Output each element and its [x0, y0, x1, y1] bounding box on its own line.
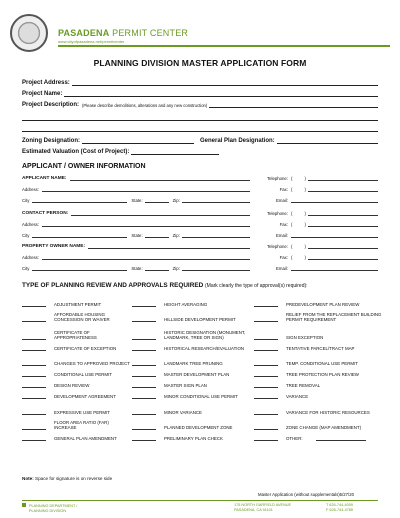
review-option [132, 366, 254, 377]
project-description-field-3[interactable] [22, 126, 378, 132]
review-row [22, 340, 378, 351]
review-option [132, 415, 254, 430]
block-zip-field[interactable] [182, 234, 250, 238]
review-option-label: GENERAL PLAN AMENDMENT [54, 436, 117, 441]
project-address-label: Project Address: [22, 80, 70, 86]
review-option-label: VARIANCE FOR HISTORIC RESOURCES [286, 410, 370, 415]
review-option-label: LANDMARK TREE PRUNING [164, 361, 223, 366]
review-option-label: PRELIMINARY PLAN CHECK [164, 436, 223, 441]
block-state-field[interactable] [145, 234, 169, 238]
review-option [22, 307, 132, 322]
review-option-label: MASTER SIGN PLAN [164, 383, 207, 388]
review-row [22, 399, 378, 415]
note-text: Space for signature is on reverse side [35, 476, 113, 481]
review-option [254, 340, 394, 351]
review-option-label: TENTATIVE PARCEL/TRACT MAP [286, 346, 355, 351]
block-fax-label: Fax: [279, 255, 288, 260]
footer-address: 175 NORTH GARFIELD AVENUE PASADENA, CA 91101 [234, 503, 292, 512]
general-plan-label: General Plan Designation: [200, 138, 275, 144]
valuation-label: Estimated Valuation (Cost of Project): [22, 149, 130, 155]
block-name-row [22, 244, 250, 249]
review-row [22, 322, 378, 340]
block-name-field[interactable] [71, 212, 250, 216]
block-zip-label: Zip: [172, 198, 180, 203]
block-city-field[interactable] [32, 199, 127, 203]
block-address-field[interactable] [42, 256, 250, 260]
block-email-label: Email: [276, 233, 288, 238]
review-option [254, 430, 366, 441]
review-option [132, 377, 254, 388]
block-state-label: State: [131, 266, 143, 271]
block-state-label: State: [131, 198, 143, 203]
review-row [22, 296, 378, 307]
block-zip-label: Zip: [172, 233, 180, 238]
block-email-row [260, 233, 378, 238]
review-option [22, 415, 132, 430]
block-name-label: CONTACT PERSON: [22, 211, 69, 216]
block-email-label: Email: [276, 266, 288, 271]
review-option [254, 351, 394, 366]
block-name-field[interactable] [88, 245, 250, 249]
block-fax-row: Fax: ( ) [260, 255, 378, 260]
review-option [22, 340, 132, 351]
zoning-field[interactable] [82, 138, 194, 144]
block-fax-field[interactable] [308, 223, 378, 227]
block-email-label: Email: [276, 198, 288, 203]
block-telephone-row: Telephone: ( ) [260, 244, 378, 249]
block-telephone-field[interactable] [308, 245, 378, 249]
block-email-field[interactable] [291, 199, 378, 203]
review-option [132, 351, 254, 366]
block-city-label: City [22, 233, 30, 238]
block-fax-label: Fax: [279, 187, 288, 192]
review-option-label: DEVELOPMENT AGREEMENT [54, 394, 116, 399]
review-option [22, 388, 132, 399]
review-option [254, 296, 394, 307]
block-state-label: State: [131, 233, 143, 238]
block-telephone-field[interactable] [308, 177, 378, 181]
review-option-label: CERTIFICATE OF APPROPRIATENESS [54, 330, 97, 340]
block-city-field[interactable] [32, 234, 127, 238]
footer-bullet-icon [22, 503, 26, 507]
block-fax-label: Fax: [279, 222, 288, 227]
review-option [254, 307, 394, 322]
review-row [22, 377, 378, 388]
review-option [254, 366, 394, 377]
review-option-label: PREDEVELOPMENT PLAN REVIEW [286, 302, 360, 307]
review-option-label: CHANGES TO APPROVED PROJECT [54, 361, 130, 366]
block-name-label: APPLICANT NAME: [22, 176, 67, 181]
review-option [22, 322, 132, 340]
review-option [132, 388, 254, 399]
block-zip-label: Zip: [172, 266, 180, 271]
review-option [22, 351, 132, 366]
review-row [22, 415, 378, 430]
block-fax-row: Fax: ( ) [260, 222, 378, 227]
block-zip-field[interactable] [182, 199, 250, 203]
project-name-row [22, 91, 378, 97]
project-name-field[interactable] [64, 91, 378, 97]
review-option [22, 430, 132, 441]
block-name-row [22, 211, 250, 216]
review-option-label: RELIEF FROM THE REPLACEMENT BUILDING PERMIT REQUIREMENT [286, 312, 382, 322]
review-option [254, 377, 394, 388]
valuation-field[interactable] [131, 149, 219, 155]
review-option-label: MINOR CONDITIONAL USE PERMIT [164, 394, 238, 399]
review-row [22, 366, 378, 377]
block-city-row [22, 198, 250, 203]
review-option-label: HISTORIC DESIGNATION (MONUMENT, LANDMARK, TREE OR SIGN) [164, 330, 246, 340]
block-name-row [22, 176, 250, 181]
review-option-label: FLOOR AREA RATIO (FAR) INCREASE [54, 420, 109, 430]
other-field[interactable] [316, 437, 366, 441]
project-address-row [22, 80, 378, 86]
block-address-field[interactable] [42, 188, 250, 192]
review-option-label: TEMP. CONDITIONAL USE PERMIT [286, 361, 358, 366]
block-name-field[interactable] [70, 177, 250, 181]
review-option-label: HEIGHT AVERAGING [164, 302, 208, 307]
review-option [132, 430, 254, 441]
review-option [22, 366, 132, 377]
review-checkbox-line[interactable] [22, 437, 46, 441]
review-row [22, 351, 378, 366]
block-zip-field[interactable] [182, 267, 250, 271]
footer-phone: T 626-744-4009 F 626-744-4785 [326, 503, 354, 512]
org-name: PASADENA PERMIT CENTER [58, 28, 189, 38]
block-telephone-field[interactable] [308, 212, 378, 216]
general-plan-field[interactable] [277, 138, 378, 144]
block-email-field[interactable] [291, 234, 378, 238]
block-address-label: Address: [22, 187, 39, 192]
review-checkbox-line[interactable] [132, 437, 156, 441]
block-email-field[interactable] [291, 267, 378, 271]
review-checkbox-line[interactable] [254, 437, 278, 441]
block-city-label: City [22, 266, 30, 271]
review-row [22, 307, 382, 322]
review-option [132, 399, 254, 415]
project-address-field[interactable] [72, 80, 378, 86]
block-city-row [22, 266, 250, 271]
project-description-row [22, 102, 378, 108]
review-option [132, 296, 254, 307]
block-telephone-row: Telephone: ( ) [260, 211, 378, 216]
form-version: Master Application (without supplementals)5/27/20 [258, 492, 355, 497]
review-option [132, 307, 254, 322]
block-fax-field[interactable] [308, 256, 378, 260]
review-option-label: HISTORICAL RESEARCH/EVALUATION [164, 346, 245, 351]
block-city-row [22, 233, 250, 238]
block-address-row [22, 187, 250, 192]
review-option-label: PLANNED DEVELOPMENT ZONE [164, 425, 233, 430]
review-option-label: ZONE CHANGE (MAP AMENDMENT) [286, 425, 362, 430]
owner-section-heading: APPLICANT / OWNER INFORMATION [22, 163, 146, 170]
review-option-label: OTHER: [286, 436, 303, 441]
description-line-2 [22, 115, 378, 121]
review-option-label: MINOR VARIANCE [164, 410, 202, 415]
review-option-label: AFFORDABLE HOUSING CONCESSION OR WAIVER [54, 312, 110, 322]
review-option-label: DESIGN REVIEW [54, 383, 90, 388]
review-option [22, 296, 132, 307]
review-option-label: ADJUSTMENT PERMIT [54, 302, 102, 307]
review-option-label: CONDITIONAL USE PERMIT [54, 372, 112, 377]
block-fax-field[interactable] [308, 188, 378, 192]
block-address-label: Address: [22, 255, 39, 260]
review-option-label: CERTIFICATE OF EXCEPTION [54, 346, 117, 351]
review-option-label: MASTER DEVELOPMENT PLAN [164, 372, 230, 377]
block-address-row [22, 255, 250, 260]
block-telephone-label: Telephone: [266, 176, 288, 181]
block-state-field[interactable] [145, 267, 169, 271]
review-option [132, 340, 254, 351]
block-email-row [260, 266, 378, 271]
review-option-label: TREE PROTECTION PLAN REVIEW [286, 372, 359, 377]
review-option [254, 322, 394, 340]
form-title: PLANNING DIVISION MASTER APPLICATION FORM [93, 58, 307, 68]
footer-rule [22, 500, 378, 501]
project-description-label: Project Description: [22, 102, 80, 108]
review-option [254, 399, 394, 415]
review-option-label: EXPRESSIVE USE PERMIT [54, 410, 110, 415]
block-name-label: PROPERTY OWNER NAME: [22, 244, 86, 249]
note-label: Note: [22, 476, 34, 481]
zoning-label: Zoning Designation: [22, 138, 80, 144]
block-telephone-row: Telephone: ( ) [260, 176, 378, 181]
signature-note [22, 476, 112, 481]
header-rule [58, 45, 390, 47]
block-fax-row: Fax: ( ) [260, 187, 378, 192]
review-option-label: VARIANCE [286, 394, 309, 399]
review-heading: TYPE OF PLANNING REVIEW AND APPROVALS REQUIRED (Mark clearly the type of approval(s) required): [22, 282, 308, 289]
review-option [254, 388, 394, 399]
review-option [22, 399, 132, 415]
review-option-label: HILLSIDE DEVELOPMENT PERMIT [164, 317, 236, 322]
block-state-field[interactable] [145, 199, 169, 203]
zoning-row [22, 138, 378, 144]
project-description-field[interactable] [209, 102, 378, 108]
block-address-row [22, 222, 250, 227]
review-option [132, 322, 254, 340]
review-option-label: SIGN EXCEPTION [286, 335, 324, 340]
block-address-field[interactable] [42, 223, 250, 227]
block-telephone-label: Telephone: [266, 211, 288, 216]
project-description-field-2[interactable] [22, 115, 378, 121]
review-option-label: TREE REMOVAL [286, 383, 321, 388]
block-telephone-label: Telephone: [266, 244, 288, 249]
footer-department: PLANNING DEPARTMENT / PLANNING DIVISION [22, 503, 77, 514]
project-name-label: Project Name: [22, 91, 63, 97]
org-url: www.cityofpasadena.net/permitcenter [58, 39, 125, 44]
review-option [254, 415, 394, 430]
block-email-row [260, 198, 378, 203]
page-header [10, 14, 390, 54]
review-row [22, 430, 378, 441]
block-city-field[interactable] [32, 267, 127, 271]
city-seal-logo [10, 14, 48, 52]
review-row [22, 388, 378, 399]
review-option [22, 377, 132, 388]
block-address-label: Address: [22, 222, 39, 227]
block-city-label: City [22, 198, 30, 203]
description-line-3 [22, 126, 378, 132]
project-description-hint: (Please describe demolitions, alterations and any new construction) [82, 103, 208, 108]
valuation-row [22, 149, 378, 155]
